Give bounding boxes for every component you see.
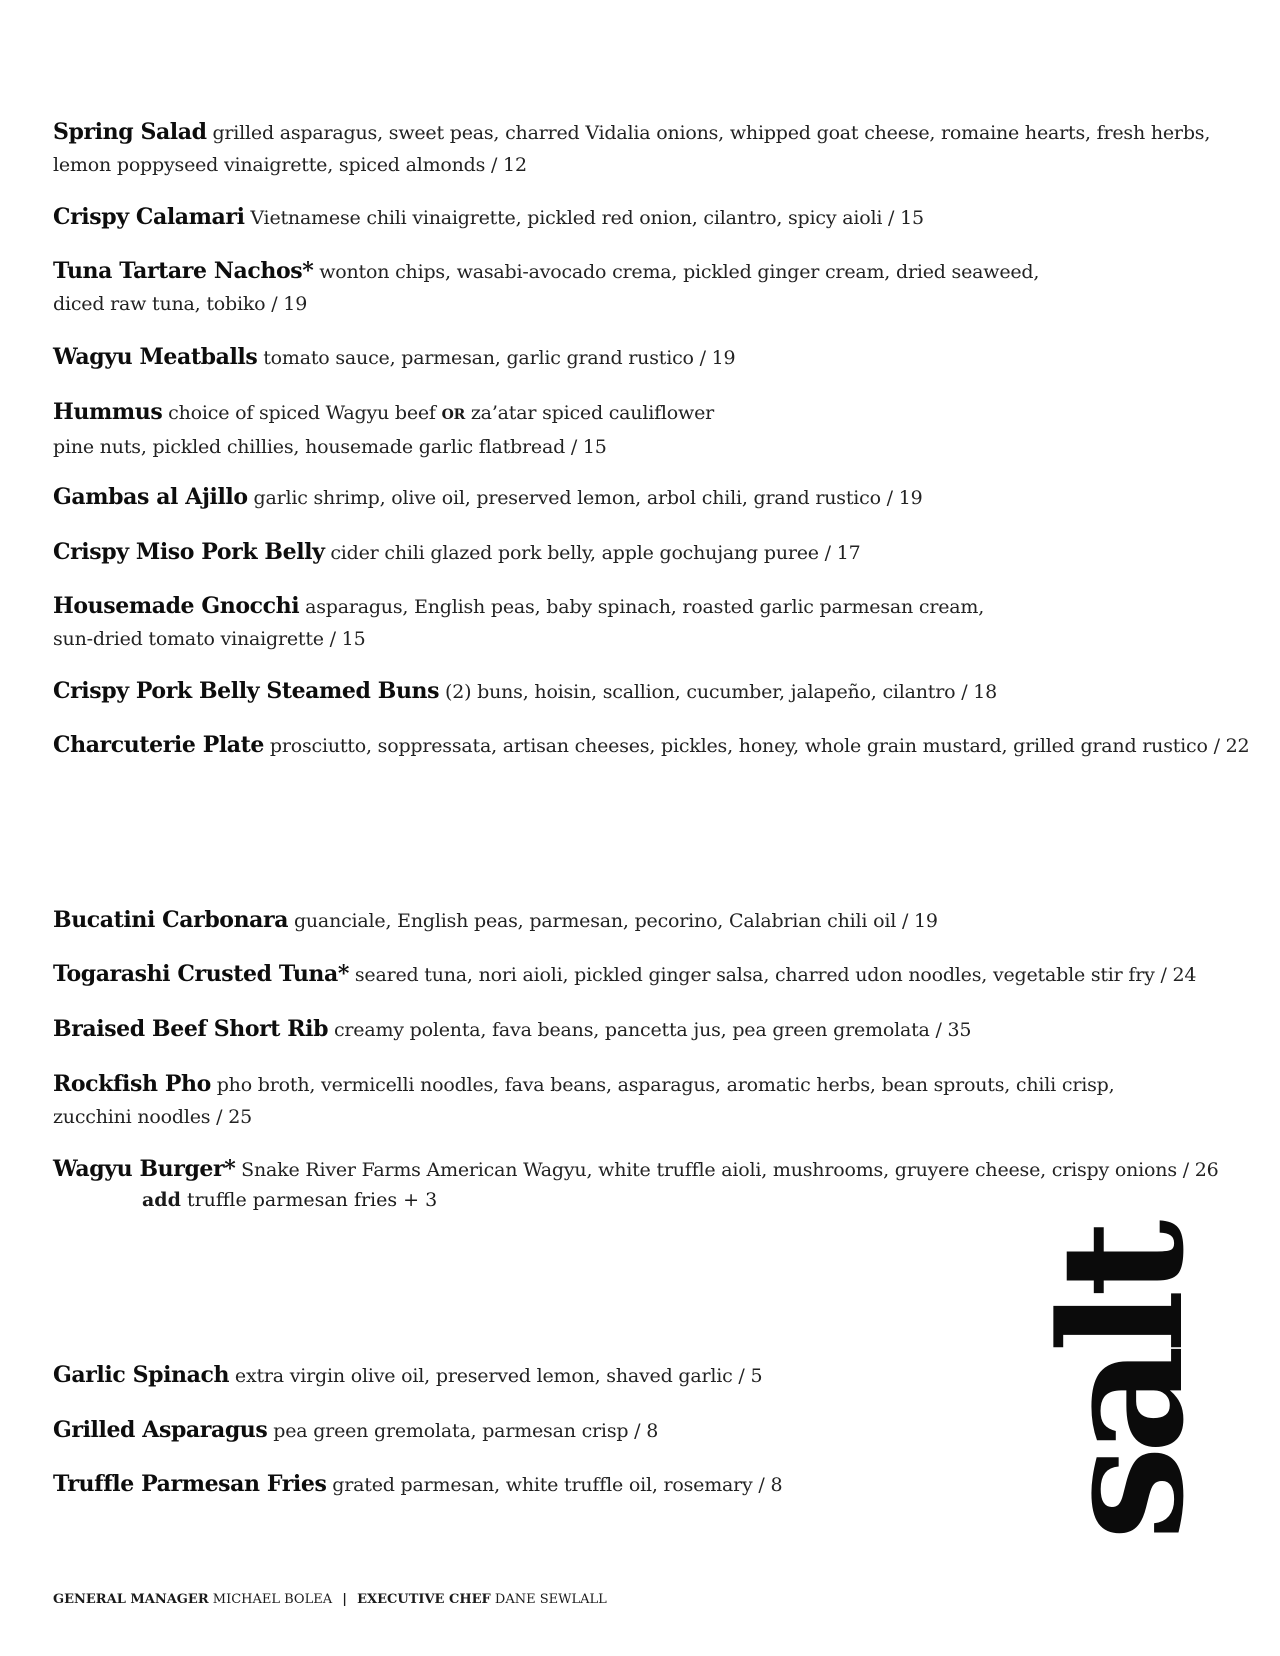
menu-item-truffle-fries bbox=[53, 1468, 782, 1501]
item-name: Garlic Spinach bbox=[53, 1362, 230, 1388]
separator: | bbox=[342, 1592, 347, 1607]
menu-item-wagyu-meatballs bbox=[53, 341, 735, 374]
menu-item-grilled-asparagus bbox=[53, 1414, 658, 1447]
item-name: Crispy Calamari bbox=[53, 204, 245, 230]
item-name: Crispy Miso Pork Belly bbox=[53, 539, 325, 565]
chef-name: DANE SEWLALL bbox=[494, 1592, 607, 1607]
item-name: Bucatini Carbonara bbox=[53, 907, 289, 933]
addon-label: add bbox=[142, 1189, 181, 1211]
item-name: Grilled Asparagus bbox=[53, 1417, 268, 1443]
menu-item-hummus bbox=[53, 396, 714, 463]
item-description: pho broth, vermicelli noodles, fava beans, asparagus, aromatic herbs, bean sprouts, chili crisp, bbox=[216, 1074, 1115, 1096]
menu-item-housemade-gnocchi bbox=[53, 590, 984, 655]
item-description: prosciutto, soppressata, artisan cheeses, pickles, honey, whole grain mustard, grilled grand rustico / 22 bbox=[269, 735, 1250, 757]
logo-text: salt bbox=[1023, 1227, 1221, 1541]
chef-role: EXECUTIVE CHEF bbox=[357, 1592, 491, 1607]
menu-item-wagyu-burger bbox=[53, 1153, 1219, 1186]
item-description: guanciale, English peas, parmesan, pecorino, Calabrian chili oil / 19 bbox=[293, 910, 938, 932]
addon-text: truffle parmesan fries + 3 bbox=[186, 1189, 438, 1211]
item-name: Wagyu Meatballs bbox=[53, 344, 258, 370]
item-name: Crispy Pork Belly Steamed Buns bbox=[53, 678, 440, 704]
item-description: grilled asparagus, sweet peas, charred Vidalia onions, whipped goat cheese, romaine hearts, fresh herbs, bbox=[212, 122, 1211, 144]
item-description: choice of spiced Wagyu beef bbox=[168, 402, 436, 424]
burger-addon bbox=[142, 1189, 437, 1211]
gm-name: MICHAEL BOLEA bbox=[212, 1592, 333, 1607]
menu-item-togarashi-tuna bbox=[53, 958, 1196, 991]
item-name: Wagyu Burger* bbox=[53, 1156, 236, 1182]
item-description: cider chili glazed pork belly, apple gochujang puree / 17 bbox=[330, 542, 861, 564]
menu-item-crispy-calamari bbox=[53, 201, 924, 234]
menu-item-charcuterie-plate bbox=[53, 729, 1249, 762]
menu-item-crispy-miso-pork-belly bbox=[53, 536, 860, 569]
menu-item-garlic-spinach bbox=[53, 1359, 762, 1392]
item-description: (2) buns, hoisin, scallion, cucumber, jalapeño, cilantro / 18 bbox=[444, 681, 998, 703]
item-name: Tuna Tartare Nachos* bbox=[53, 258, 314, 284]
item-description: asparagus, English peas, baby spinach, roasted garlic parmesan cream, bbox=[305, 596, 985, 618]
item-description-line2: lemon poppyseed vinaigrette, spiced almonds / 12 bbox=[53, 154, 527, 176]
item-description-line2: sun-dried tomato vinaigrette / 15 bbox=[53, 628, 366, 650]
menu-item-spring-salad bbox=[53, 116, 1210, 181]
item-name: Gambas al Ajillo bbox=[53, 484, 248, 510]
item-name: Togarashi Crusted Tuna* bbox=[53, 961, 349, 987]
item-description: wonton chips, wasabi-avocado crema, pickled ginger cream, dried seaweed, bbox=[319, 261, 1040, 283]
staff-credits bbox=[53, 1592, 607, 1607]
menu-item-short-rib bbox=[53, 1013, 971, 1046]
or-label: OR bbox=[441, 407, 466, 423]
menu-item-pork-belly-buns bbox=[53, 675, 997, 708]
item-description-alt: za’atar spiced cauliflower bbox=[470, 402, 715, 424]
item-description: seared tuna, nori aioli, pickled ginger salsa, charred udon noodles, vegetable stir fry / 24 bbox=[354, 964, 1197, 986]
item-description-line2: zucchini noodles / 25 bbox=[53, 1106, 253, 1128]
item-name: Truffle Parmesan Fries bbox=[53, 1471, 327, 1497]
salt-logo bbox=[1023, 1208, 1221, 1560]
item-description: grated parmesan, white truffle oil, rosemary / 8 bbox=[332, 1474, 783, 1496]
item-name: Braised Beef Short Rib bbox=[53, 1016, 329, 1042]
item-name: Housemade Gnocchi bbox=[53, 593, 300, 619]
item-description-line2: pine nuts, pickled chillies, housemade garlic flatbread / 15 bbox=[53, 436, 607, 458]
menu-item-gambas-al-ajillo bbox=[53, 481, 922, 514]
item-name: Spring Salad bbox=[53, 119, 207, 145]
item-description: garlic shrimp, olive oil, preserved lemon, arbol chili, grand rustico / 19 bbox=[253, 487, 923, 509]
item-name: Hummus bbox=[53, 399, 163, 425]
item-description: tomato sauce, parmesan, garlic grand rustico / 19 bbox=[263, 347, 736, 369]
item-name: Charcuterie Plate bbox=[53, 732, 265, 758]
item-description: extra virgin olive oil, preserved lemon, shaved garlic / 5 bbox=[234, 1365, 763, 1387]
item-description-line2: diced raw tuna, tobiko / 19 bbox=[53, 293, 308, 315]
item-description: creamy polenta, fava beans, pancetta jus, pea green gremolata / 35 bbox=[333, 1019, 972, 1041]
menu-item-bucatini-carbonara bbox=[53, 904, 938, 937]
menu-item-tuna-tartare-nachos bbox=[53, 255, 1039, 320]
menu-item-rockfish-pho bbox=[53, 1068, 1114, 1133]
gm-role: GENERAL MANAGER bbox=[53, 1592, 209, 1607]
item-name: Rockfish Pho bbox=[53, 1071, 211, 1097]
item-description: Snake River Farms American Wagyu, white truffle aioli, mushrooms, gruyere cheese, crispy onions / 26 bbox=[241, 1159, 1219, 1181]
item-description: Vietnamese chili vinaigrette, pickled red onion, cilantro, spicy aioli / 15 bbox=[250, 207, 924, 229]
item-description: pea green gremolata, parmesan crisp / 8 bbox=[273, 1420, 659, 1442]
